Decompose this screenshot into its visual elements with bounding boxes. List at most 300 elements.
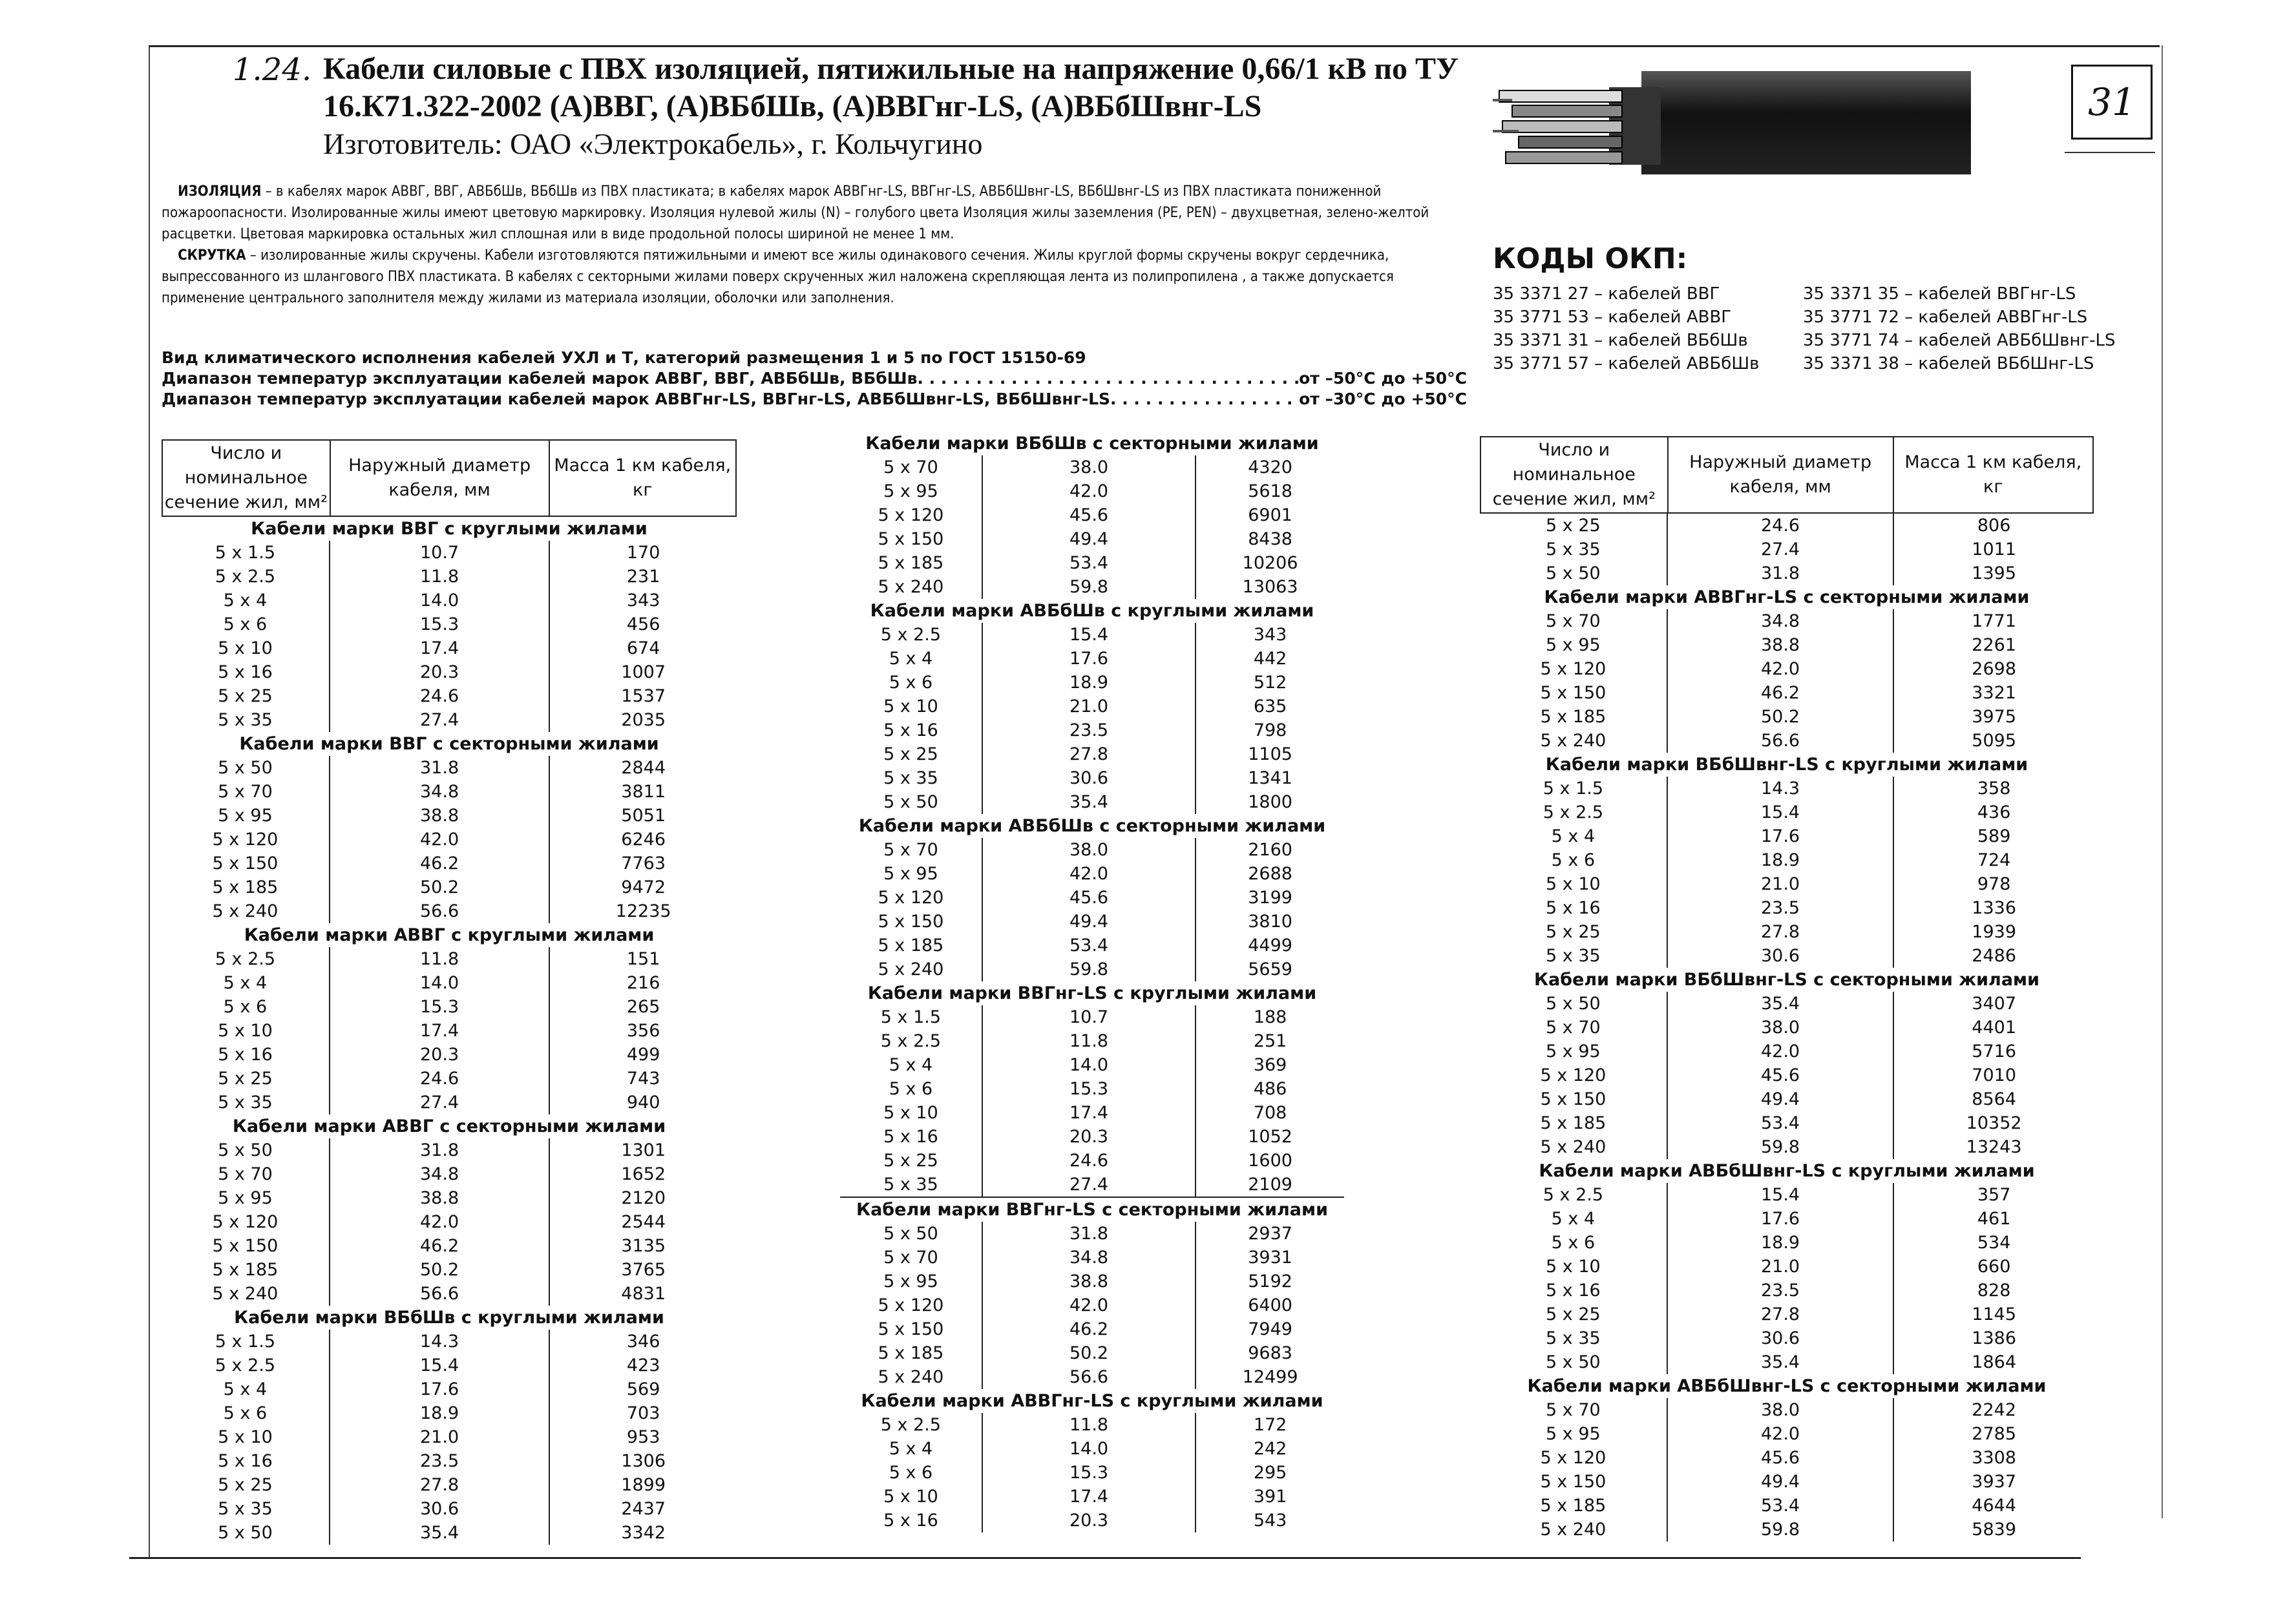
cable-diameter: 49.4 [983, 910, 1196, 934]
cable-diameter: 42.0 [330, 1210, 550, 1234]
cable-section: 5 x 16 [840, 718, 983, 742]
cable-mass: 798 [1253, 720, 1287, 740]
cable-diameter: 49.4 [983, 527, 1196, 551]
cable-mass: 9472 [621, 877, 666, 897]
cable-section: 5 x 2.5 [840, 1413, 983, 1437]
cable-mass: 343 [1253, 625, 1287, 645]
cable-mass: 1336 [1972, 898, 2017, 918]
cable-section: 5 x 25 [162, 684, 330, 708]
cable-diameter: 35.4 [330, 1521, 550, 1545]
cable-diameter: 20.3 [983, 1125, 1196, 1149]
cable-mass: 242 [1253, 1439, 1287, 1459]
table-row [162, 1401, 737, 1425]
cable-section: 5 x 95 [1480, 633, 1668, 657]
cable-diameter: 27.8 [983, 742, 1196, 766]
cable-diameter: 56.6 [330, 899, 550, 923]
cable-section: 5 x 16 [1480, 1279, 1668, 1302]
cable-diameter: 21.0 [1668, 1255, 1895, 1279]
cable-diameter: 18.9 [330, 1401, 550, 1425]
cable-mass: 170 [626, 543, 660, 563]
cable-mass: 5051 [621, 806, 666, 826]
section-title: Кабели марки АВБбШв с секторными жилами [858, 816, 1326, 836]
okp-code: 35 3371 38 – кабелей ВБбШнг-LS [1803, 354, 2094, 373]
okp-title: КОДЫ ОКП: [1493, 242, 1688, 275]
cable-mass: 2109 [1248, 1175, 1292, 1195]
cable-mass: 3135 [621, 1236, 666, 1256]
table-row [840, 623, 1344, 647]
cable-mass: 3975 [1972, 707, 2017, 727]
table-row [1480, 514, 2094, 538]
cable-section: 5 x 35 [1480, 1326, 1668, 1350]
cable-diameter: 59.8 [1668, 1518, 1895, 1542]
cable-diameter: 46.2 [983, 1317, 1196, 1341]
cable-section: 5 x 95 [1480, 1040, 1668, 1063]
cable-section: 5 x 240 [1480, 1135, 1668, 1159]
section-title: Кабели марки ВБбШвнг-LS с круглыми жилами [1545, 755, 2028, 775]
cable-mass: 5839 [1972, 1520, 2017, 1540]
cable-mass: 3321 [1972, 683, 2017, 703]
cable-mass: 3937 [1972, 1472, 2017, 1492]
climate-line: Вид климатического исполнения кабелей УХЛ и Т, категорий размещения 1 и 5 по ГОСТ 15150-69 [162, 348, 1086, 367]
cable-diameter: 42.0 [1668, 1422, 1895, 1446]
table-row [162, 660, 737, 684]
cable-mass: 1145 [1972, 1304, 2017, 1324]
cable-diameter: 46.2 [330, 1234, 550, 1258]
cable-mass: 357 [1977, 1185, 2011, 1205]
cable-section: 5 x 1.5 [162, 541, 330, 565]
table-row [162, 1425, 737, 1449]
table-row [162, 589, 737, 612]
cable-mass: 2261 [1972, 635, 2017, 655]
table-row [840, 1341, 1344, 1365]
cable-section: 5 x 2.5 [162, 565, 330, 589]
cable-mass: 543 [1253, 1511, 1287, 1531]
cable-diameter: 53.4 [983, 934, 1196, 957]
cable-diameter: 45.6 [1668, 1446, 1895, 1470]
table-row [840, 1317, 1344, 1341]
table-row [1480, 1398, 2094, 1422]
cable-mass: 442 [1253, 649, 1287, 669]
cable-section: 5 x 70 [1480, 1016, 1668, 1040]
header-col2: Наружный диаметр кабеля, мм [331, 441, 550, 516]
cable-mass: 295 [1253, 1463, 1287, 1483]
cable-section: 5 x 2.5 [162, 1354, 330, 1377]
table-row [162, 1473, 737, 1497]
cable-section: 5 x 95 [162, 1186, 330, 1210]
cable-section: 5 x 70 [840, 1246, 983, 1270]
cable-section: 5 x 150 [1480, 1470, 1668, 1494]
table-row [162, 947, 737, 971]
table-row [1480, 777, 2094, 800]
cable-mass: 436 [1977, 802, 2011, 822]
table-row [840, 1101, 1344, 1125]
cable-mass: 674 [626, 638, 660, 658]
cable-mass: 2242 [1972, 1400, 2017, 1420]
table-row [1480, 729, 2094, 753]
okp-code: 35 3771 53 – кабелей АВВГ [1493, 308, 1732, 327]
page-right-edge [2162, 45, 2163, 1518]
table-row [840, 1125, 1344, 1149]
cable-section: 5 x 50 [1480, 992, 1668, 1016]
table-row [162, 612, 737, 636]
cable-section: 5 x 10 [840, 1485, 983, 1509]
cable-diameter: 42.0 [1668, 657, 1895, 681]
cable-diameter: 59.8 [983, 957, 1196, 981]
table-column-2 [840, 432, 1344, 1532]
cable-diameter: 38.8 [330, 1186, 550, 1210]
cable-mass: 251 [1253, 1031, 1287, 1051]
cable-section: 5 x 150 [840, 1317, 983, 1341]
okp-grid [1493, 284, 2152, 373]
page-number: 31 [2071, 65, 2153, 140]
cable-section: 5 x 185 [162, 1258, 330, 1282]
cable-section: 5 x 70 [840, 838, 983, 862]
cable-section: 5 x 4 [162, 589, 330, 612]
cable-diameter: 31.8 [1668, 561, 1895, 585]
cable-mass: 4644 [1972, 1496, 2017, 1516]
cable-mass: 9683 [1248, 1343, 1292, 1363]
isolation-paragraph [162, 181, 1467, 245]
cable-diameter: 42.0 [330, 828, 550, 852]
cable-section: 5 x 185 [1480, 705, 1668, 729]
cable-mass: 13063 [1242, 577, 1298, 597]
cable-diameter: 17.4 [330, 1019, 550, 1043]
table-column-3 [1480, 436, 2094, 1542]
table-row [162, 756, 737, 780]
cable-diameter: 30.6 [983, 766, 1196, 790]
table-row [1480, 1470, 2094, 1494]
cable-mass: 743 [626, 1069, 660, 1089]
cable-mass: 1899 [621, 1475, 666, 1495]
cable-mass: 2698 [1972, 659, 2017, 679]
cable-mass: 2785 [1972, 1424, 2017, 1444]
table-row [162, 1019, 737, 1043]
table-row [1480, 1422, 2094, 1446]
table-row [162, 1449, 737, 1473]
table-row [162, 636, 737, 660]
cable-section: 5 x 185 [840, 551, 983, 575]
cable-mass: 589 [1977, 826, 2011, 846]
cable-mass: 231 [626, 567, 660, 587]
cable-diameter: 38.8 [983, 1270, 1196, 1293]
table-row [840, 1222, 1344, 1246]
cable-section: 5 x 16 [162, 1449, 330, 1473]
table-row [162, 1521, 737, 1545]
table-row [1480, 800, 2094, 824]
cable-diameter: 24.6 [1668, 514, 1895, 538]
cable-section: 5 x 6 [840, 671, 983, 695]
section-title: Кабели марки АВВГнг-LS с круглыми жилами [861, 1391, 1323, 1411]
cable-section: 5 x 16 [840, 1509, 983, 1532]
cable-diameter: 31.8 [330, 756, 550, 780]
cable-section: 5 x 95 [840, 1270, 983, 1293]
cable-section: 5 x 120 [840, 1293, 983, 1317]
header-col1: Число и номинальное сечение жил, мм² [1481, 437, 1669, 512]
cable-mass: 6246 [621, 830, 666, 850]
cable-diameter: 45.6 [983, 503, 1196, 527]
cable-mass: 2437 [621, 1499, 666, 1519]
cable-mass: 806 [1977, 516, 2011, 536]
cable-diameter: 31.8 [983, 1222, 1196, 1246]
cable-diameter: 14.0 [330, 971, 550, 995]
cable-diameter: 15.3 [983, 1077, 1196, 1101]
cable-mass: 423 [626, 1355, 660, 1375]
table-row [162, 899, 737, 923]
cable-diameter: 53.4 [1668, 1494, 1895, 1518]
cable-mass: 10206 [1242, 553, 1298, 573]
table-row [840, 479, 1344, 503]
cable-section: 5 x 50 [840, 790, 983, 814]
cable-diameter: 27.8 [1668, 920, 1895, 944]
cable-mass: 7949 [1248, 1319, 1292, 1339]
cable-mass: 940 [626, 1093, 660, 1113]
cable-section: 5 x 16 [1480, 896, 1668, 920]
cable-diameter: 15.4 [983, 623, 1196, 647]
table-row [1480, 1302, 2094, 1326]
cable-diameter: 27.8 [330, 1473, 550, 1497]
cable-diameter: 56.6 [983, 1365, 1196, 1389]
table-row [162, 708, 737, 732]
cable-diameter: 17.6 [1668, 1207, 1895, 1231]
cable-mass: 1537 [621, 686, 666, 706]
table-row [1480, 705, 2094, 729]
cable-diameter: 14.0 [330, 589, 550, 612]
cable-diameter: 17.4 [330, 636, 550, 660]
cable-section: 5 x 35 [1480, 538, 1668, 561]
okp-code: 35 3771 74 – кабелей АВБбШвнг-LS [1803, 331, 2116, 350]
cable-diameter: 31.8 [330, 1138, 550, 1162]
cable-mass: 660 [1977, 1257, 2011, 1277]
cable-mass: 1301 [621, 1140, 666, 1160]
cable-mass: 13243 [1966, 1137, 2022, 1157]
table-row [1480, 561, 2094, 585]
cable-diameter: 30.6 [1668, 944, 1895, 968]
cable-section: 5 x 10 [162, 1019, 330, 1043]
cable-mass: 12499 [1242, 1367, 1298, 1387]
cable-section: 5 x 185 [1480, 1494, 1668, 1518]
okp-codes [1493, 242, 2152, 373]
cable-mass: 534 [1977, 1233, 2011, 1253]
cable-diameter: 14.3 [330, 1330, 550, 1354]
cable-section: 5 x 150 [840, 910, 983, 934]
cable-mass: 4401 [1972, 1018, 2017, 1038]
cable-section: 5 x 10 [162, 1425, 330, 1449]
cable-mass: 1652 [621, 1164, 666, 1184]
cable-diameter: 56.6 [330, 1282, 550, 1306]
cable-diameter: 59.8 [1668, 1135, 1895, 1159]
isolation-text: – в кабелях марок АВВГ, ВВГ, АВБбШв, ВБбШв из ПВХ пластиката; в кабелях марок АВВГнг-LS, ВВГнг-LS, АВБбШвнг-LS, ВБбШвнг-LS из ПВХ пластиката пониженной пожароопасности. Изолированные жилы имеют цветовую маркировку. Изоляция нулевой жилы (N) – голубого цвета Изоляция жилы заземления (PE, PEN) – двухцветная, зелено-желтой расцветки. Цветовая маркировка остальных жил сплошная или в виде продольной полосы шириной не менее 1 мм. [162, 183, 1429, 242]
cable-section: 5 x 35 [840, 766, 983, 790]
section-title: Кабели марки ВБбШв с круглыми жилами [234, 1308, 664, 1328]
cable-mass: 978 [1977, 874, 2011, 894]
cable-diameter: 23.5 [330, 1449, 550, 1473]
cable-mass: 188 [1253, 1007, 1287, 1027]
table-row [1480, 848, 2094, 872]
table-row [840, 910, 1344, 934]
cable-mass: 4499 [1248, 936, 1292, 956]
cable-diameter: 56.6 [1668, 729, 1895, 753]
table-row [840, 551, 1344, 575]
table-row [162, 1210, 737, 1234]
cable-diameter: 10.7 [983, 1005, 1196, 1029]
table-row [1480, 609, 2094, 633]
cable-mass: 1939 [1972, 922, 2017, 942]
table-row [840, 790, 1344, 814]
cable-mass: 708 [1253, 1103, 1287, 1123]
cable-section: 5 x 35 [162, 708, 330, 732]
table-row [1480, 1135, 2094, 1159]
cable-section: 5 x 4 [1480, 824, 1668, 848]
cable-section: 5 x 240 [162, 1282, 330, 1306]
cable-diameter: 42.0 [983, 1293, 1196, 1317]
cable-mass: 1341 [1248, 768, 1292, 788]
cable-mass: 1007 [621, 662, 666, 682]
table-row [1480, 1279, 2094, 1302]
cable-section: 5 x 95 [1480, 1422, 1668, 1446]
table-row [840, 838, 1344, 862]
cable-diameter: 21.0 [330, 1425, 550, 1449]
cable-diameter: 45.6 [1668, 1063, 1895, 1087]
table-row [1480, 1350, 2094, 1374]
cable-mass: 2844 [621, 758, 666, 778]
cable-mass: 3407 [1972, 994, 2017, 1014]
cable-section: 5 x 25 [1480, 514, 1668, 538]
cable-section: 5 x 2.5 [162, 947, 330, 971]
cable-mass: 1771 [1972, 611, 2017, 631]
page-title: Кабели силовые с ПВХ изоляцией, пятижильные на напряжение 0,66/1 кВ по ТУ 16.К71.322-2002 (А)ВВГ, (А)ВБбШв, (А)ВВГнг-LS, (А)ВБбШвнг-LS [323, 52, 1459, 123]
section-title: Кабели марки АВБбШвнг-LS с секторными жилами [1527, 1376, 2047, 1396]
page-bottom-rule [129, 1557, 2081, 1559]
cable-mass: 5659 [1248, 959, 1292, 979]
table-row [162, 971, 737, 995]
cable-section: 5 x 1.5 [1480, 777, 1668, 800]
table-row [840, 742, 1344, 766]
cable-section: 5 x 10 [840, 695, 983, 718]
table-row [840, 455, 1344, 479]
cable-mass: 2544 [621, 1212, 666, 1232]
cable-section: 5 x 70 [1480, 609, 1668, 633]
table-row [840, 718, 1344, 742]
cable-section: 5 x 150 [1480, 681, 1668, 705]
cable-mass: 4320 [1248, 457, 1292, 477]
header-col3: Масса 1 км кабеля, кг [1904, 452, 2082, 497]
table-row [162, 1043, 737, 1067]
table-row [162, 1330, 737, 1354]
cable-section: 5 x 4 [840, 1437, 983, 1461]
cable-section: 5 x 25 [1480, 920, 1668, 944]
table-row [1480, 1111, 2094, 1135]
cable-mass: 346 [626, 1332, 660, 1352]
cable-diameter: 49.4 [1668, 1470, 1895, 1494]
cable-section: 5 x 240 [840, 957, 983, 981]
temp-range-2-value: от –30°С до +50°С [1299, 390, 1467, 408]
cable-diameter: 34.8 [330, 1162, 550, 1186]
cable-section: 5 x 35 [162, 1497, 330, 1521]
manufacturer: Изготовитель: ОАО «Электрокабель», г. Кольчугино [323, 127, 983, 160]
cable-mass: 3765 [621, 1260, 666, 1280]
cable-mass: 456 [626, 614, 660, 634]
table-row [840, 1461, 1344, 1485]
cable-section: 5 x 10 [1480, 1255, 1668, 1279]
table-row [840, 503, 1344, 527]
cable-mass: 265 [626, 997, 660, 1017]
cable-section: 5 x 50 [162, 1138, 330, 1162]
cable-mass: 724 [1977, 850, 2011, 870]
cable-diameter: 24.6 [330, 684, 550, 708]
cable-mass: 12235 [615, 901, 671, 921]
cable-mass: 1864 [1972, 1352, 2017, 1372]
table-row [1480, 872, 2094, 896]
cable-mass: 1395 [1972, 563, 2017, 583]
cable-diameter: 20.3 [330, 660, 550, 684]
temp-range-2-label: Диапазон температур эксплуатации кабелей марок АВВГнг-LS, ВВГнг-LS, АВБбШвнг-LS, ВБбШвнг-LS [162, 390, 1111, 408]
table-row [840, 1413, 1344, 1437]
cable-diameter: 35.4 [1668, 1350, 1895, 1374]
table-row [162, 541, 737, 565]
cable-diameter: 35.4 [983, 790, 1196, 814]
cable-section: 5 x 50 [840, 1222, 983, 1246]
cable-mass: 10352 [1966, 1113, 2022, 1133]
cable-diameter: 46.2 [1668, 681, 1895, 705]
section-title: Кабели марки АВБбШвнг-LS с круглыми жилами [1539, 1161, 2035, 1181]
table-row [162, 1282, 737, 1306]
cable-section: 5 x 2.5 [1480, 800, 1668, 824]
cable-section: 5 x 35 [1480, 944, 1668, 968]
cable-diameter: 14.0 [983, 1437, 1196, 1461]
table-row [162, 1067, 737, 1091]
table-row [1480, 1231, 2094, 1255]
table-row [840, 1293, 1344, 1317]
section-number: 1.24. [233, 52, 312, 88]
cable-section: 5 x 70 [840, 455, 983, 479]
cable-mass: 953 [626, 1427, 660, 1447]
cable-section: 5 x 120 [1480, 657, 1668, 681]
table-row [1480, 538, 2094, 561]
section-title: Кабели марки ВБбШвнг-LS с секторными жилами [1533, 970, 2040, 990]
cable-section: 5 x 240 [1480, 729, 1668, 753]
cable-mass: 2486 [1972, 946, 2017, 966]
table-row [840, 886, 1344, 910]
cable-mass: 512 [1253, 673, 1287, 693]
header-col1: Число и номинальное сечение жил, мм² [163, 441, 331, 516]
cable-diameter: 17.6 [330, 1377, 550, 1401]
cable-section: 5 x 150 [162, 1234, 330, 1258]
cable-section: 5 x 6 [1480, 848, 1668, 872]
cable-diameter: 15.3 [330, 612, 550, 636]
cable-diameter: 15.3 [330, 995, 550, 1019]
cable-mass: 1386 [1972, 1328, 2017, 1348]
table-row [840, 1270, 1344, 1293]
cable-diameter: 10.7 [330, 541, 550, 565]
table-row [1480, 1255, 2094, 1279]
cable-diameter: 14.0 [983, 1053, 1196, 1077]
cable-diameter: 18.9 [1668, 848, 1895, 872]
cable-mass: 7010 [1972, 1065, 2017, 1085]
cable-diameter: 46.2 [330, 852, 550, 875]
table-row [1480, 944, 2094, 968]
cable-diameter: 15.4 [330, 1354, 550, 1377]
section-title: Кабели марки АВВГ с секторными жилами [232, 1116, 666, 1136]
cable-section: 5 x 2.5 [840, 1029, 983, 1053]
cable-mass: 369 [1253, 1055, 1287, 1075]
section-title: Кабели марки ВВГ с секторными жилами [239, 734, 659, 754]
cable-section: 5 x 4 [162, 1377, 330, 1401]
cable-section: 5 x 95 [162, 804, 330, 828]
cable-section: 5 x 2.5 [840, 623, 983, 647]
cable-diameter: 34.8 [330, 780, 550, 804]
table-row [162, 875, 737, 899]
cable-section: 5 x 240 [840, 1365, 983, 1389]
